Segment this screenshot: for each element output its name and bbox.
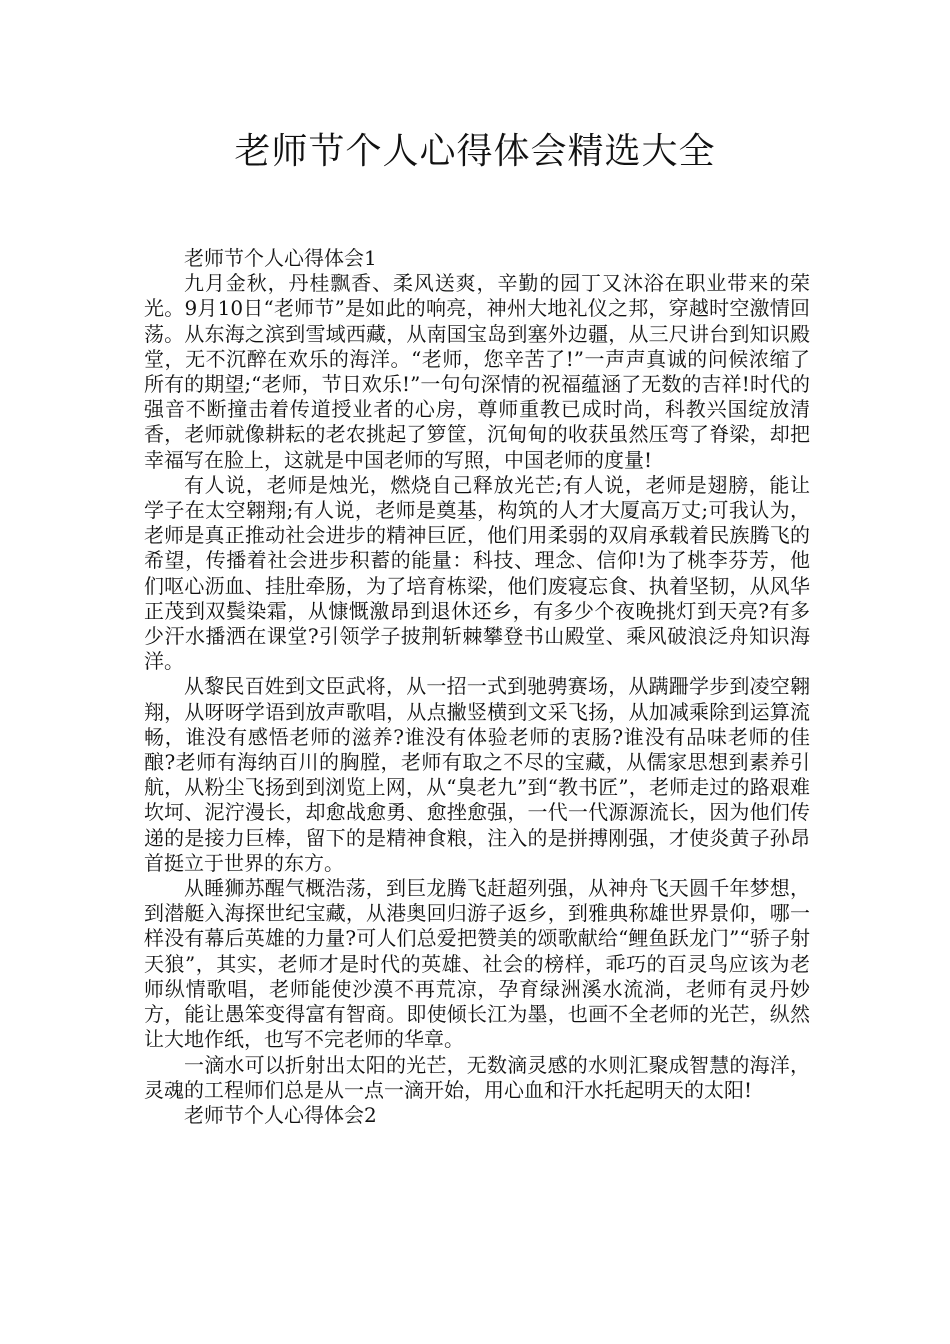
- document-body: [144, 246, 810, 1128]
- section-heading-2: 老师节个人心得体会2: [184, 1102, 377, 1127]
- paragraph-1: 九月金秋，丹桂飘香、柔风送爽，辛勤的园丁又沐浴在职业带来的荣光。9月10日“老师节”是如此的响亮，神州大地礼仪之邦，穿越时空激情回荡。从东海之滨到雪域西藏，从南国宝岛到塞外边疆，从三尺讲台到知识殿堂，无不沉醉在欢乐的海洋。“老师，您辛苦了!”一声声真诚的问候浓缩了所有的期望;“老师，节日欢乐!”一句句深情的祝福蕴涵了无数的吉祥!时代的强音不断撞击着传道授业者的心房，尊师重教已成时尚，科教兴国绽放清香，老师就像耕耘的老农挑起了箩筐，沉甸甸的收获虽然压弯了脊梁，却把幸福写在脸上，这就是中国老师的写照，中国老师的度量!: [144, 271, 810, 472]
- paragraph-3: 从黎民百姓到文臣武将，从一招一式到驰骋赛场，从蹒跚学步到凌空翱翔，从呀呀学语到放声歌唱，从点撇竖横到文采飞扬，从加减乘除到运算流畅，谁没有感悟老师的滋养?谁没有体验老师的衷肠?谁没有品味老师的佳酿?老师有海纳百川的胸膛，老师有取之不尽的宝藏，从儒家思想到素养引航，从粉尘飞扬到到浏览上网，从“臭老九”到“教书匠”，老师走过的路艰难坎坷、泥泞漫长，却愈战愈勇、愈挫愈强，一代一代源源流长，因为他们传递的是接力巨棒，留下的是精神食粮，注入的是拼搏刚强，才使炎黄子孙昂首挺立于世界的东方。: [144, 674, 810, 875]
- paragraph-2: 有人说，老师是烛光，燃烧自己释放光芒;有人说，老师是翅膀，能让学子在太空翱翔;有人说，老师是奠基，构筑的人才大厦高万丈;可我认为，老师是真正推动社会进步的精神巨匠，他们用柔弱的双肩承载着民族腾飞的希望，传播着社会进步积蓄的能量：科技、理念、信仰!为了桃李芬芳，他们呕心沥血、挂肚牵肠，为了培育栋梁，他们废寝忘食、执着坚韧，从风华正茂到双鬓染霜，从慷慨激昂到退休还乡，有多少个夜晚挑灯到天亮?有多少汗水播洒在课堂?引领学子披荆斩棘攀登书山殿堂、乘风破浪泛舟知识海洋。: [144, 472, 810, 674]
- paragraph-5: 一滴水可以折射出太阳的光芒，无数滴灵感的水则汇聚成智慧的海洋，灵魂的工程师们总是从一点一滴开始，用心血和汗水托起明天的太阳!: [144, 1052, 810, 1102]
- document-title: 老师节个人心得体会精选大全: [234, 131, 716, 172]
- paragraph-4: 从睡狮苏醒气概浩荡，到巨龙腾飞赶超列强，从神舟飞天圆千年梦想，到潜艇入海探世纪宝藏，从港奥回归游子返乡，到雅典称雄世界景仰，哪一样没有幕后英雄的力量?可人们总爱把赞美的颂歌献给“鲤鱼跃龙门”“骄子射天狼”，其实，老师才是时代的英雄、社会的榜样，乖巧的百灵鸟应该为老师纵情歌唱，老师能使沙漠不再荒凉，孕育绿洲溪水流淌，老师有灵丹妙方，能让愚笨变得富有智商。即使倾长江为墨，也画不全老师的光芒，纵然让大地作纸，也写不完老师的华章。: [144, 876, 810, 1052]
- section-heading-1: 老师节个人心得体会1: [184, 246, 377, 270]
